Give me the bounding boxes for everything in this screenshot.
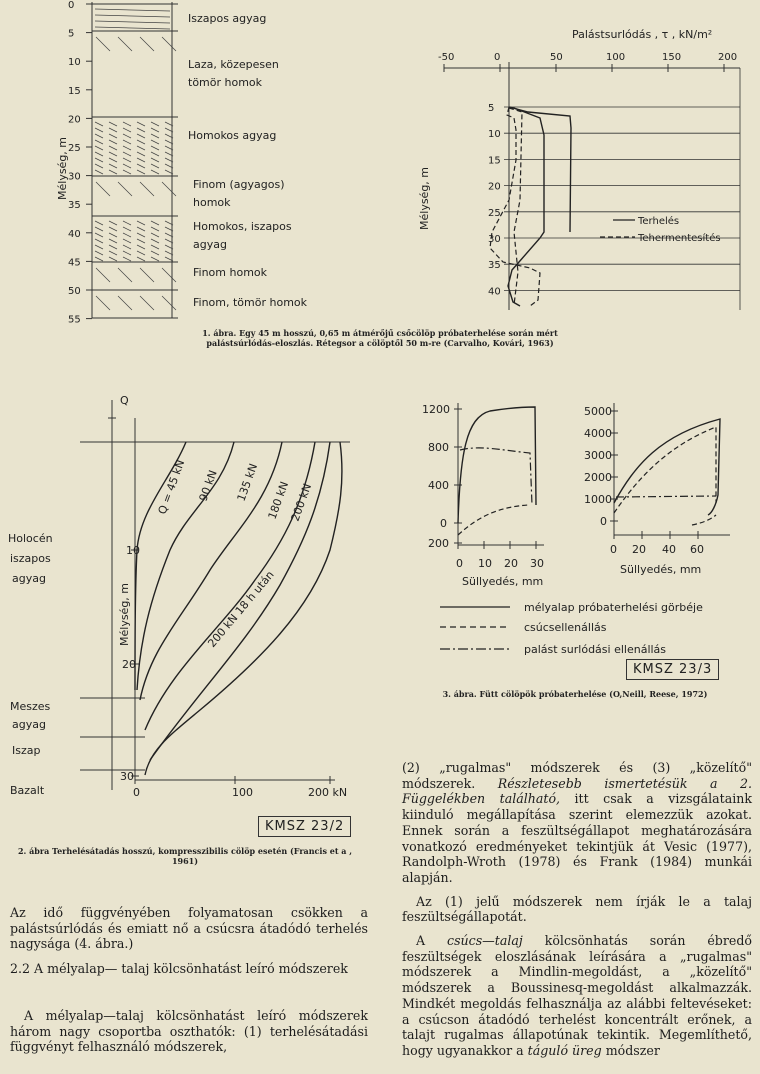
y-tick-label: 40 bbox=[488, 286, 501, 298]
right-tip-curve-2 bbox=[692, 515, 716, 525]
layer-label: tömör homok bbox=[188, 76, 263, 89]
depth-tick-label: 55 bbox=[68, 314, 81, 326]
depth-tick-label: 25 bbox=[68, 143, 81, 154]
right-column bbox=[402, 760, 752, 1067]
left-paragraph: Az idő függvényében folyamatosan csökken a palástsúrlódás és emiatt nő a csúcsra átadódó terhelés nagysága (4. ábra.) bbox=[10, 905, 368, 952]
right-x-tick: 60 bbox=[690, 543, 704, 556]
friction-chart bbox=[410, 0, 750, 330]
y-tick-label: 30 bbox=[488, 234, 501, 245]
paragraph: Az (1) jelű módszerek nem írják le a talaj feszültségállapotát. bbox=[402, 893, 752, 925]
depth-tick-label: 5 bbox=[68, 28, 75, 40]
legend-tip: csúcsellenállás bbox=[524, 621, 607, 634]
x-tick-label: 100 bbox=[606, 52, 626, 63]
text-run: A bbox=[416, 933, 448, 949]
text-run: (2) „rugalmas" módszerek és (3) „közelítő" módszerek. bbox=[402, 760, 752, 791]
depth-tick-label: 40 bbox=[68, 228, 81, 240]
y-tick-label: 15 bbox=[488, 155, 501, 167]
left-x-tick: 0 bbox=[456, 557, 463, 570]
soil-label: agyag bbox=[12, 572, 46, 585]
depth-tick-label: 45 bbox=[68, 257, 81, 269]
section-heading: 2.2 A mélyalap— talaj kölcsönhatást leíró módszerek bbox=[10, 961, 348, 976]
x-tick-label: -50 bbox=[438, 52, 455, 63]
right-y-tick: 4000 bbox=[584, 427, 612, 440]
x-tick-label: 0 bbox=[494, 52, 501, 63]
y-tick-label: 20 bbox=[488, 181, 501, 193]
y-tick-label: 35 bbox=[488, 260, 501, 272]
layer-label: homok bbox=[193, 196, 231, 209]
x-axis-label: Süllyedés, mm bbox=[462, 575, 544, 588]
x-axis-label: Süllyedés, mm bbox=[620, 563, 702, 576]
right-x-tick: 0 bbox=[610, 543, 617, 556]
curve-90kn bbox=[137, 442, 234, 690]
figure-1-caption: 1. ábra. Egy 45 m hosszú, 0,65 m átmérőjű csőcölöp próbaterhelése során mért palástsúrlódás-eloszlás. Rétegsor a cölöptől 50 m-re (Carvalho, Kovári, 1963) bbox=[202, 328, 558, 348]
y-tick: 30 bbox=[120, 770, 134, 783]
figure-2-caption: 2. ábra Terhelésátadás hosszú, kompresszibilis cölöp esetén (Francis et a , 1961) bbox=[17, 846, 353, 866]
x-tick: 200 kN bbox=[308, 786, 348, 799]
layer-label: Iszapos agyag bbox=[188, 12, 267, 25]
loading-curve-2 bbox=[509, 107, 571, 232]
right-y-tick: 0 bbox=[600, 515, 607, 528]
right-shaft-curve bbox=[616, 496, 716, 497]
left-tip-curve bbox=[458, 505, 528, 535]
y-axis-label: Mélység, m bbox=[118, 582, 131, 646]
y-tick: 20 bbox=[122, 658, 136, 671]
q-label: Q bbox=[120, 394, 129, 407]
text-run-italic: táguló üreg bbox=[527, 1042, 602, 1058]
text-run-italic: csúcs—talaj bbox=[447, 933, 523, 949]
depth-tick-label: 50 bbox=[68, 286, 81, 297]
soil-label: Holocén bbox=[8, 532, 53, 545]
text-run-italic: Részletesebb ismertetésük a 2. Függelékben található, bbox=[402, 775, 752, 807]
soil-label: Meszes bbox=[10, 700, 51, 713]
layer-label: Finom homok bbox=[193, 266, 268, 279]
x-tick-label: 150 bbox=[662, 52, 682, 63]
depth-tick-label: 0 bbox=[68, 0, 75, 11]
soil-label: iszapos bbox=[10, 552, 51, 565]
y-tick-label: 25 bbox=[488, 207, 501, 219]
curve-label: 180 kN bbox=[265, 479, 292, 522]
right-tip-curve bbox=[614, 427, 716, 513]
left-y-tick: 0 bbox=[440, 517, 447, 530]
x-tick: 0 bbox=[133, 786, 140, 799]
stamp: KMSZ 23/2 bbox=[258, 816, 351, 837]
layer-label: Finom, tömör homok bbox=[193, 296, 308, 309]
stamp: KMSZ 23/3 bbox=[626, 659, 719, 680]
right-y-tick: 5000 bbox=[584, 405, 612, 418]
left-x-tick: 10 bbox=[478, 557, 492, 570]
left-x-tick: 30 bbox=[530, 557, 544, 570]
chart-title: Palástsurlódás , τ , kN/m² bbox=[572, 28, 713, 41]
text-run: módszer bbox=[601, 1042, 660, 1058]
y-tick-label: 10 bbox=[488, 129, 501, 141]
left-y-tick: 800 bbox=[428, 441, 449, 454]
soil-label: agyag bbox=[12, 718, 46, 731]
x-tick-label: 50 bbox=[550, 52, 563, 63]
depth-tick-label: 20 bbox=[68, 114, 81, 126]
left-y-tick: 200 bbox=[428, 537, 449, 550]
legend-unloading: Tehermentesítés bbox=[638, 233, 721, 244]
load-transfer-chart bbox=[0, 390, 370, 870]
curve-label: 200 kN bbox=[288, 481, 315, 524]
y-axis-label: Mélység, m bbox=[418, 166, 431, 230]
figure-3-caption: 3. ábra. Fütt cölöpök próbaterhelése (O,Neill, Reese, 1972) bbox=[442, 689, 708, 699]
legend-shaft: palást surlódási ellenállás bbox=[524, 643, 667, 656]
x-tick: 100 bbox=[232, 786, 253, 799]
legend-total: mélyalap próbaterhelési görbéje bbox=[524, 601, 703, 614]
depth-tick-label: 15 bbox=[68, 85, 81, 97]
depth-tick-label: 35 bbox=[68, 200, 81, 212]
right-y-tick: 1000 bbox=[584, 493, 612, 506]
curve-label: 90 kN bbox=[196, 468, 220, 504]
right-x-tick: 40 bbox=[662, 543, 676, 556]
right-total-curve bbox=[614, 419, 720, 515]
layer-label: Homokos, iszapos bbox=[193, 220, 292, 233]
left-y-tick: 1200 bbox=[422, 403, 450, 416]
layer-label: Homokos agyag bbox=[188, 129, 277, 142]
layer-label: Finom (agyagos) bbox=[193, 178, 285, 191]
y-tick: 10 bbox=[126, 544, 140, 557]
soil-profile bbox=[0, 0, 330, 330]
depth-axis-label: Mélység, m bbox=[56, 136, 69, 200]
curve-label: 200 kN 18 h után bbox=[205, 568, 277, 650]
soil-label: Bazalt bbox=[10, 784, 45, 797]
left-paragraph: A mélyalap—talaj kölcsönhatást leíró módszerek három nagy csoportba oszthatók: (1) terhelésátadási függvényt felhasználó módszerek, bbox=[10, 1008, 368, 1055]
depth-tick-label: 30 bbox=[68, 171, 81, 183]
loading-curve bbox=[508, 107, 544, 306]
layer-label: agyag bbox=[193, 238, 227, 251]
y-tick-label: 5 bbox=[488, 103, 495, 114]
legend-loading: Terhelés bbox=[638, 216, 680, 227]
layer-label: Laza, közepesen bbox=[188, 58, 279, 71]
right-x-tick: 20 bbox=[632, 543, 646, 556]
soil-label: Iszap bbox=[12, 744, 41, 757]
left-shaft-curve bbox=[460, 448, 532, 505]
curve-label: Q = 45 kN bbox=[155, 458, 188, 517]
curve-label: 135 kN bbox=[234, 461, 261, 504]
left-y-tick: 400 bbox=[428, 479, 449, 492]
right-y-tick: 3000 bbox=[584, 449, 612, 462]
text-run: itt csak a vizsgálataink kiinduló megállapítása szerint elemezzük azokat. Ennek során a feszültségállapot meghatározására vonatkozó eredményeket tekintjük át Vesic (1977), Randolph-Wroth (1978) és Frank (1984) munkái alapján. bbox=[402, 791, 752, 885]
depth-tick-label: 10 bbox=[68, 57, 81, 69]
right-y-tick: 2000 bbox=[584, 471, 612, 484]
left-x-tick: 20 bbox=[504, 557, 518, 570]
x-tick-label: 200 bbox=[718, 52, 738, 63]
text-run: kölcsönhatás során ébredő feszültségek eloszlásának leírására a „rugalmas" módszerek a Mindlin-megoldást, a „közelítő" módszerek a Boussinesq-megoldást alkalmazzák. Mindkét megoldás felhasználja az alábbi feltevéseket: a csúcson átadódó terhelést koncentrált erőnek, a talajt rugalmas állapotúnak tekintik. Megemlíthető, hogy ugyanakkor a bbox=[402, 933, 752, 1058]
